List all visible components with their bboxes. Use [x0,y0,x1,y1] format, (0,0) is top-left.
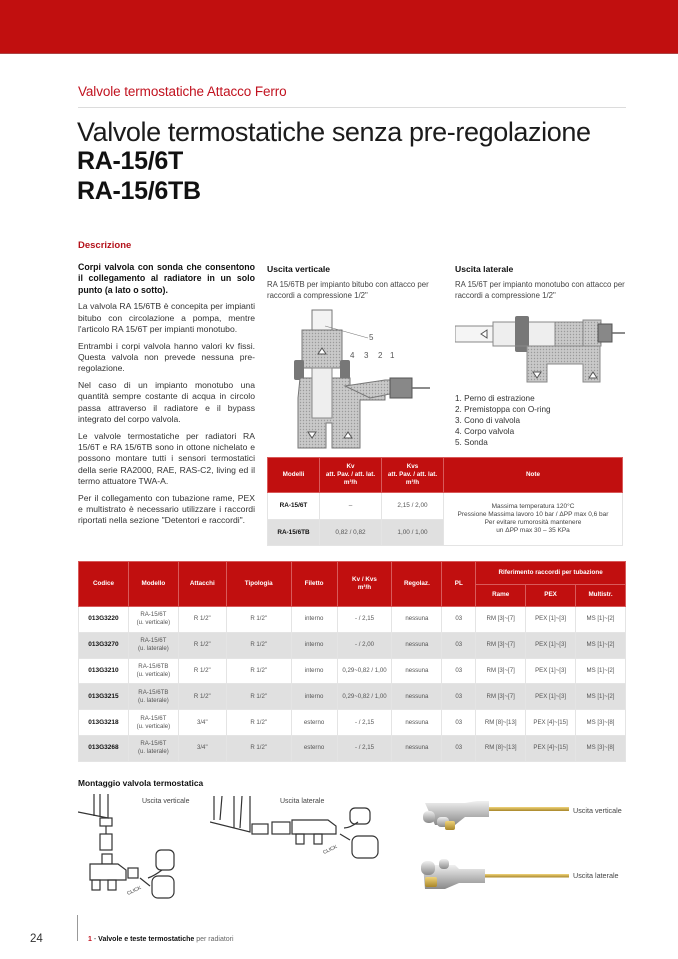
svg-text:4: 4 [350,351,355,360]
cell-kv: - / 2,15 [337,735,392,761]
cell-regolaz: nessuna [392,658,442,684]
cell-filetto: interno [291,607,337,633]
header-rame: Rame [476,585,526,607]
cell-filetto: esterno [291,710,337,736]
table-row [79,607,626,633]
kv-header-note: Note [444,458,623,493]
header-pl: PL [442,562,476,607]
page-number: 24 [30,933,43,945]
cell-codice: 013G3268 [79,735,129,761]
table-row [79,632,626,658]
mounting-lateral-label: Uscita laterale [280,798,325,805]
legend-item: 4. Corpo valvola [455,427,515,436]
chapter-separator: - [93,936,97,943]
cell-attacchi: R 1/2" [178,607,226,633]
header-riferimento: Riferimento raccordi per tubazione [476,562,626,585]
cell-pex: PEX [1]~[3] [526,658,576,684]
cell-multistr: MS [1]~[2] [576,658,626,684]
cell-pl: 03 [442,607,476,633]
cell-regolaz: nessuna [392,607,442,633]
cell-modello: RA-15/6T (u. laterale) [128,632,178,658]
header-modello: Modello [128,562,178,607]
divider [78,107,626,108]
table-row [79,658,626,684]
footer-divider [77,915,78,941]
cell-regolaz: nessuna [392,710,442,736]
cell-pl: 03 [442,684,476,710]
cell-pl: 03 [442,735,476,761]
cell-rame: RM [3]~[7] [476,607,526,633]
parts-legend [455,393,551,448]
svg-text:3: 3 [364,351,369,360]
cell-pex: PEX [4]~[15] [526,710,576,736]
vertical-valve-cutaway-diagram [290,308,440,453]
cell-attacchi: R 1/2" [178,632,226,658]
cell-pl: 03 [442,710,476,736]
vertical-outlet-text: RA 15/6TB per impianto bitubo con attacco per raccordi a compressione 1/2" [267,280,429,300]
description-paragraph: Per il collegamento con tubazione rame, PEX e multistrato è necessario utilizzare i raccordi riportati nella sezione "Detentori e raccordi". [78,492,255,526]
kv-note: Massima temperatura 120°C Pressione Massima lavoro 10 bar / ΔPP max 0,6 bar Per evitare rumorosità mantenere un ΔPP max 30 – 35 KPa [444,493,623,546]
cell-filetto: esterno [291,735,337,761]
svg-text:2: 2 [378,351,383,360]
description-paragraph: Nel caso di un impianto monotubo una quantità sempre costante di acqua in circolo passa attraverso il radiatore e il bypass integrato del corpo valvola. [78,380,255,425]
cell-rame: RM [3]~[7] [476,632,526,658]
table-row [79,710,626,736]
model-title-ra-15-6t: RA-15/6T [77,147,183,175]
cell-rame: RM [3]~[7] [476,684,526,710]
header-filetto: Filetto [291,562,337,607]
cell-tipologia: R 1/2" [226,658,291,684]
photo-lateral-label: Uscita laterale [573,871,619,880]
header-kv-kvs: Kv / Kvs m³/h [337,562,392,607]
kv-header-model: Modelli [268,458,320,493]
cell-filetto: interno [291,658,337,684]
header-regolaz: Regolaz. [392,562,442,607]
cell-tipologia: R 1/2" [226,684,291,710]
chapter-subtitle: per radiatori [196,936,234,943]
header-tipologia: Tipologia [226,562,291,607]
model-title-ra-15-6tb: RA-15/6TB [77,177,201,205]
cell-modello: RA-15/6T (u. laterale) [128,735,178,761]
kv-table [267,457,623,546]
legend-item: 2. Premistoppa con O-ring [455,405,551,414]
table-row [79,735,626,761]
cell-multistr: MS [1]~[2] [576,684,626,710]
cell-attacchi: 3/4" [178,735,226,761]
mounting-vertical-label: Uscita verticale [142,798,190,805]
svg-text:CLICK: CLICK [126,885,143,897]
cell-pex: PEX [4]~[15] [526,735,576,761]
kv-header-kv: Kv att. Pav. / att. lat. m³/h [320,458,382,493]
cell-multistr: MS [3]~[8] [576,735,626,761]
cell-attacchi: R 1/2" [178,684,226,710]
chapter-title: Valvole e teste termostatiche [98,936,195,943]
cell-codice: 013G3210 [79,658,129,684]
cell-filetto: interno [291,632,337,658]
cell-pex: PEX [1]~[3] [526,632,576,658]
legend-item: 5. Sonda [455,438,488,447]
cell-rame: RM [8]~[13] [476,735,526,761]
cell-pl: 03 [442,632,476,658]
cell-pex: PEX [1]~[3] [526,684,576,710]
cell-modello: RA-15/6T (u. verticale) [128,607,178,633]
cell-multistr: MS [1]~[2] [576,632,626,658]
mounting-heading: Montaggio valvola termostatica [78,778,204,788]
footer-chapter [88,936,234,943]
legend-item: 1. Perno di estrazione [455,394,535,403]
lateral-outlet-text: RA 15/6T per impianto monotubo con attacco per raccordi a compressione 1/2" [455,280,625,300]
cell-codice: 013G3270 [79,632,129,658]
cell-kv: - / 2,15 [337,710,392,736]
vertical-valve-photo [423,801,569,830]
cell-tipologia: R 1/2" [226,607,291,633]
svg-text:1: 1 [390,351,395,360]
cell-tipologia: R 1/2" [226,632,291,658]
photo-vertical-label: Uscita verticale [573,806,622,815]
header-codice: Codice [79,562,129,607]
description-paragraph: La valvola RA 15/6TB è concepita per impianti bitubo con circolazione a pompa, mentre l'articolo RA 15/6T per impianti monotubo. [78,301,255,334]
kvs-value: 1,00 / 1,00 [382,519,444,546]
kvs-value: 2,15 / 2,00 [382,493,444,520]
cell-multistr: MS [1]~[2] [576,607,626,633]
lateral-mounting-illustration [210,792,390,882]
lateral-outlet-title: Uscita laterale [455,264,514,274]
kv-value: 0,82 / 0,82 [320,519,382,546]
cell-kv: - / 2,00 [337,632,392,658]
lateral-valve-photo [421,859,569,889]
header-multistr: Multistr. [576,585,626,607]
svg-text:5: 5 [369,333,374,342]
cell-kv: - / 2,15 [337,607,392,633]
cell-pex: PEX [1]~[3] [526,607,576,633]
header-pex: PEX [526,585,576,607]
cell-regolaz: nessuna [392,735,442,761]
svg-text:CLICK: CLICK [322,844,339,856]
kv-value: – [320,493,382,520]
cell-pl: 03 [442,658,476,684]
vertical-outlet-title: Uscita verticale [267,264,331,274]
kv-model: RA-15/6T [268,493,320,520]
cell-attacchi: 3/4" [178,710,226,736]
cell-kv: 0,29~0,82 / 1,00 [337,684,392,710]
cell-codice: 013G3220 [79,607,129,633]
cell-attacchi: R 1/2" [178,658,226,684]
lateral-valve-cutaway-diagram [455,312,635,387]
table-row [79,684,626,710]
legend-item: 3. Cono di valvola [455,416,521,425]
description-body [78,262,255,532]
cell-codice: 013G3215 [79,684,129,710]
cell-modello: RA-15/6TB (u. laterale) [128,684,178,710]
header-band [0,0,678,54]
cell-modello: RA-15/6T (u. verticale) [128,710,178,736]
cell-modello: RA-15/6TB (u. verticale) [128,658,178,684]
product-photos [415,795,575,895]
cell-tipologia: R 1/2" [226,710,291,736]
cell-kv: 0,29~0,82 / 1,00 [337,658,392,684]
cell-rame: RM [8]~[13] [476,710,526,736]
description-paragraph: Entrambi i corpi valvola hanno valori kv fissi. Questa valvola non prevede nessuna pre-regolazione. [78,340,255,374]
table-row [268,493,623,520]
section-title: Valvole termostatiche Attacco Ferro [78,84,287,99]
cell-filetto: interno [291,684,337,710]
description-paragraph: Le valvole termostatiche per radiatori RA 15/6T e RA 15/6TB sono in ottone nichelato e possono montare tutti i sensori termostatici della serie RA2000, RAE, RAS-C2, living ed il termo attuatore TWA-A. [78,430,255,487]
cell-tipologia: R 1/2" [226,735,291,761]
vertical-mounting-illustration [78,792,198,902]
header-attacchi: Attacchi [178,562,226,607]
chapter-number: 1 [88,936,92,943]
kv-header-kvs: Kvs att. Pav. / att. lat. m³/h [382,458,444,493]
cell-codice: 013G3218 [79,710,129,736]
kv-model: RA-15/6TB [268,519,320,546]
product-table [78,561,626,762]
cell-multistr: MS [3]~[8] [576,710,626,736]
cell-regolaz: nessuna [392,632,442,658]
cell-rame: RM [3]~[7] [476,658,526,684]
cell-regolaz: nessuna [392,684,442,710]
description-lead: Corpi valvola con sonda che consentono il collegamento al radiatore in un solo punto (a lato o sotto). [78,262,255,295]
page-title: Valvole termostatiche senza pre-regolazione [77,117,591,147]
description-heading: Descrizione [78,240,132,251]
